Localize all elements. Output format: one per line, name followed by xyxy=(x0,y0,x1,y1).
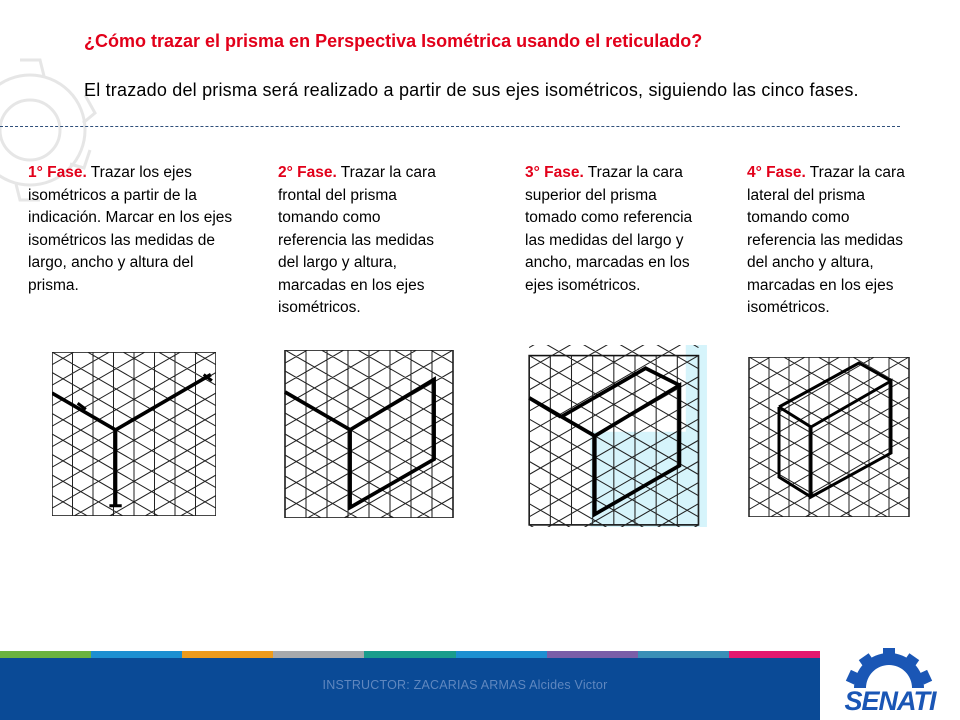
footer-color-strip xyxy=(0,651,820,658)
strip-segment xyxy=(273,651,364,658)
strip-segment xyxy=(364,651,455,658)
isometric-grid-step-4 xyxy=(748,357,910,517)
step-2-text: Trazar la cara frontal del prisma tomando como referencia las medidas del largo y altura, marcadas en los ejes isométricos. xyxy=(278,164,436,316)
page-title: ¿Cómo trazar el prisma en Perspectiva Isométrica usando el reticulado? xyxy=(84,31,703,51)
step-3-label: 3° Fase. xyxy=(525,164,584,181)
strip-segment xyxy=(91,651,182,658)
intro-paragraph: El trazado del prisma será realizado a partir de sus ejes isométricos, siguiendo las cinco fases. xyxy=(84,80,859,100)
instructor-credit: INSTRUCTOR: ZACARIAS ARMAS Alcides Victor xyxy=(322,678,608,692)
strip-segment xyxy=(638,651,729,658)
strip-segment xyxy=(729,651,820,658)
senati-logo-text: SENATI xyxy=(844,686,936,716)
step-2-description xyxy=(278,162,450,320)
step-4-description xyxy=(747,162,922,320)
step-1-label: 1° Fase. xyxy=(28,164,87,181)
senati-gear-icon xyxy=(824,648,954,688)
strip-segment xyxy=(456,651,547,658)
strip-segment xyxy=(182,651,273,658)
isometric-grid-step-1 xyxy=(52,352,216,516)
step-4-text: Trazar la cara lateral del prisma tomando como referencia las medidas del ancho y altura, marcadas en los ejes isométricos. xyxy=(747,164,905,316)
step-4-label: 4° Fase. xyxy=(747,164,806,181)
step-1-text: Trazar los ejes isométricos a partir de la indicación. Marcar en los ejes isométricos las medidas de largo, ancho y altura del prisma. xyxy=(28,164,233,294)
step-1-description xyxy=(28,162,234,297)
strip-segment xyxy=(547,651,638,658)
isometric-grid-step-2 xyxy=(284,350,454,518)
step-2-label: 2° Fase. xyxy=(278,164,337,181)
step-3-text: Trazar la cara superior del prisma tomado como referencia las medidas del largo y ancho, marcadas en los ejes isométricos. xyxy=(525,164,693,294)
isometric-grid-step-3 xyxy=(527,345,707,527)
dashed-divider xyxy=(0,126,900,127)
strip-segment xyxy=(0,651,91,658)
step-3-description xyxy=(525,162,705,297)
